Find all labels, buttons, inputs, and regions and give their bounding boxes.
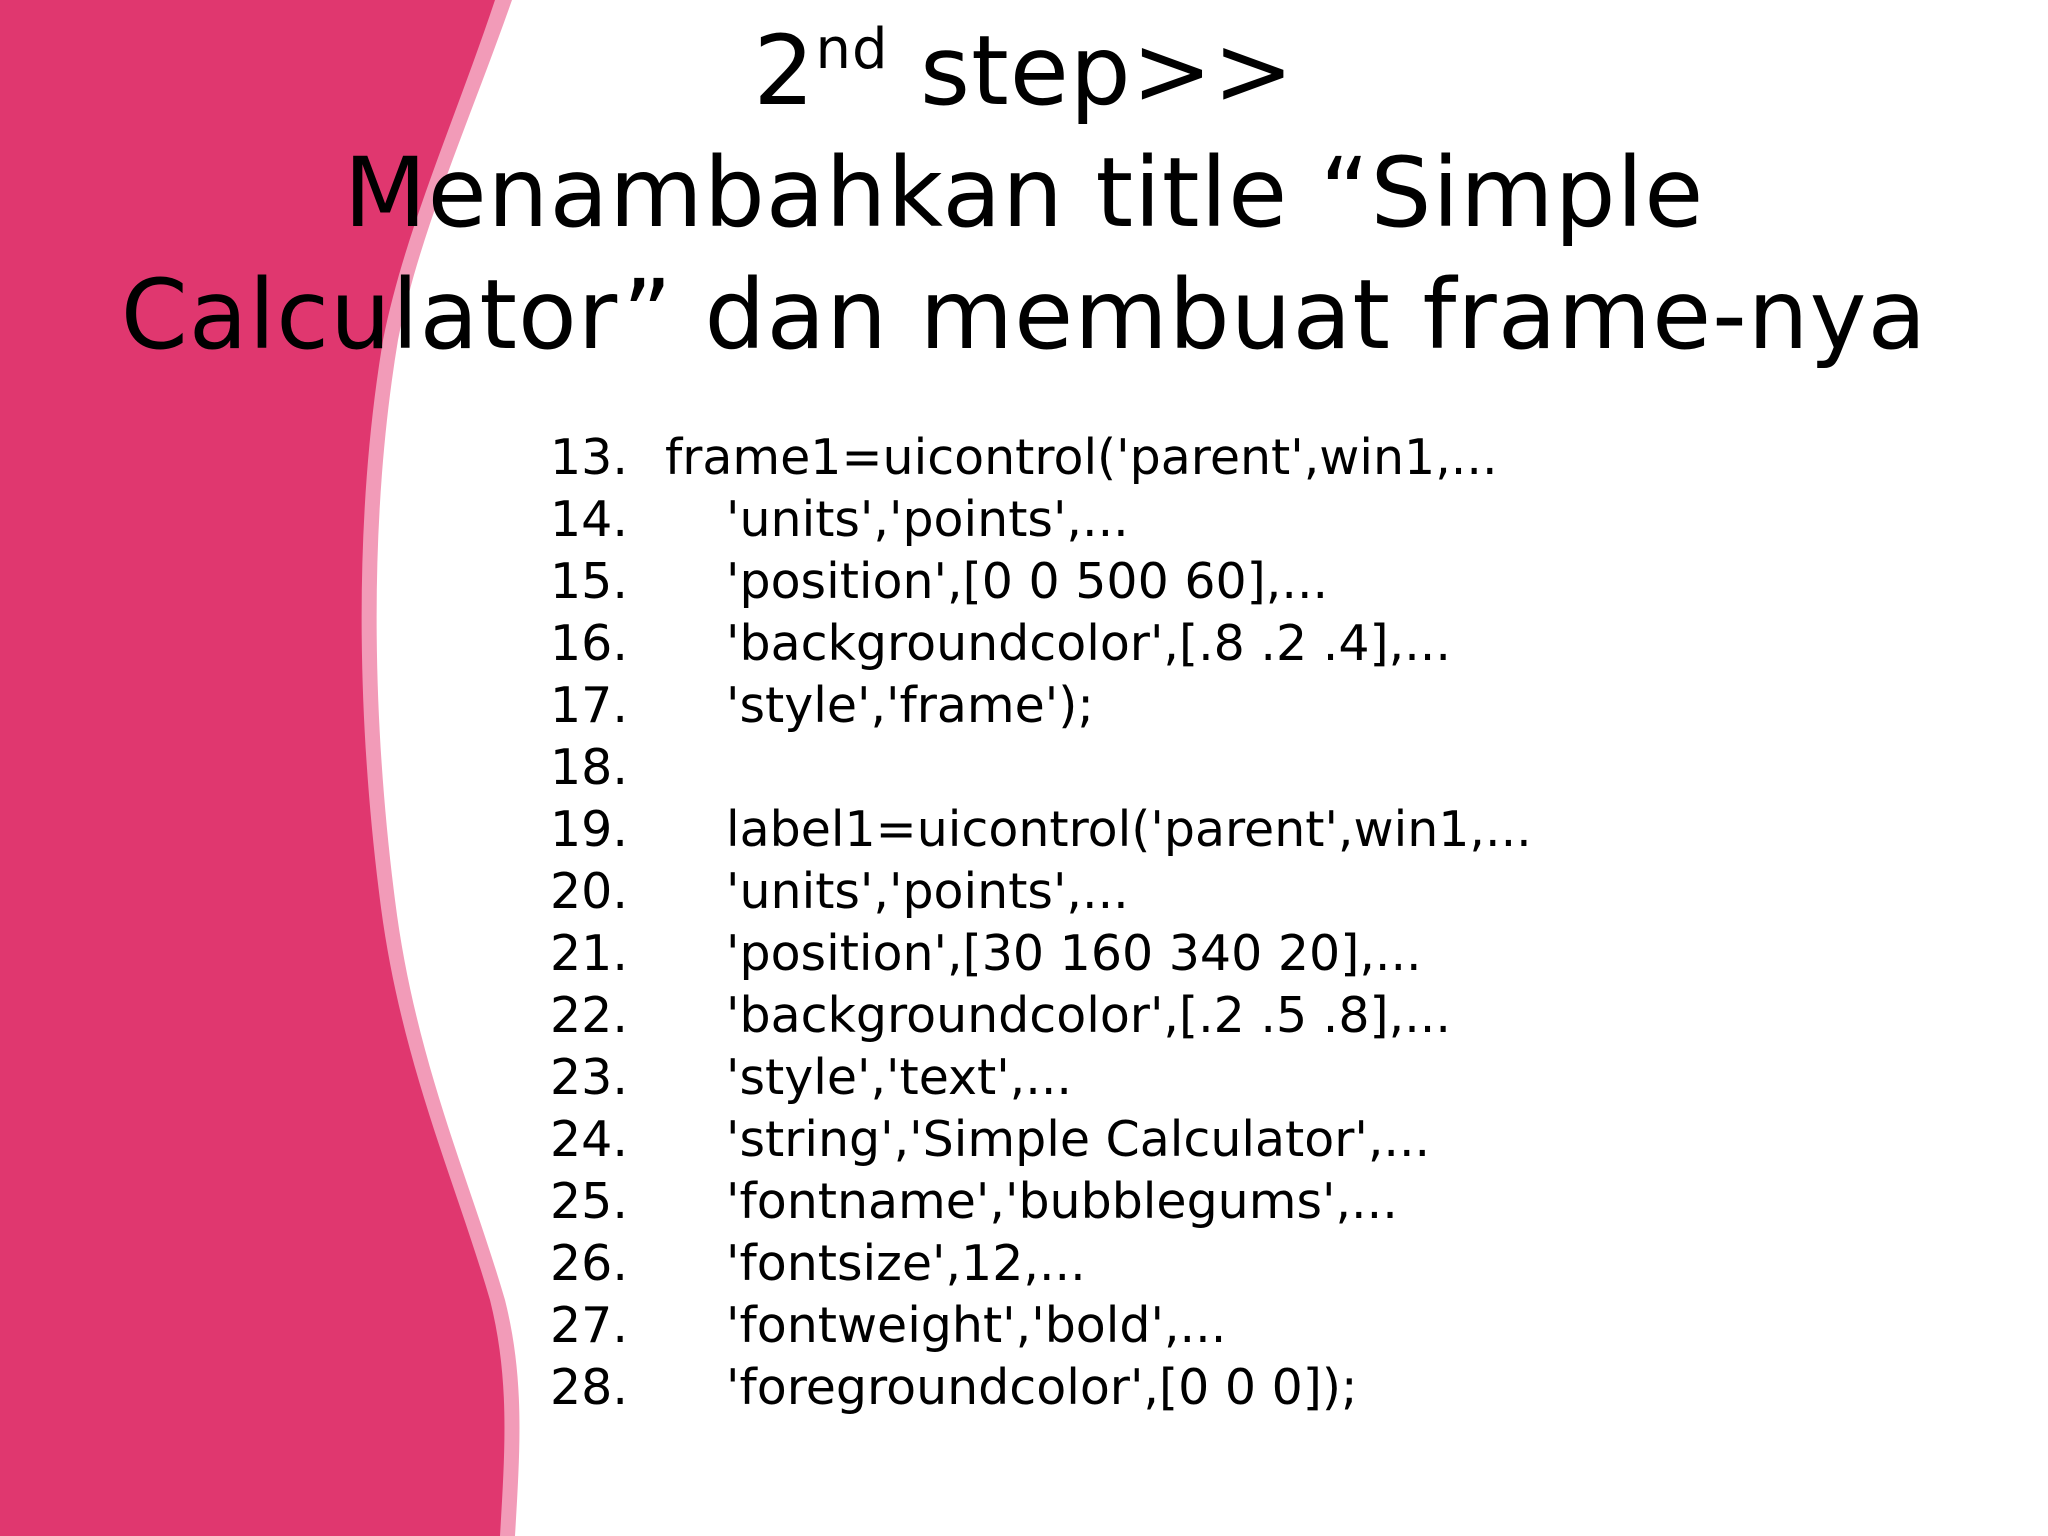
code-line: [550, 1047, 1950, 1109]
step-word: step>>: [920, 15, 1295, 127]
line-number: 18.: [550, 739, 628, 796]
line-number: 19.: [550, 801, 628, 858]
line-number: 27.: [550, 1297, 628, 1354]
slide-title: [0, 10, 2048, 376]
line-code: 'string','Simple Calculator',...: [726, 1111, 1431, 1168]
code-line: [550, 489, 1950, 551]
line-number: 16.: [550, 615, 628, 672]
code-line: [550, 799, 1950, 861]
line-code: frame1=uicontrol('parent',win1,...: [665, 429, 1498, 486]
code-line: [550, 985, 1950, 1047]
line-code: 'foregroundcolor',[0 0 0]);: [726, 1359, 1358, 1416]
code-line: [550, 613, 1950, 675]
line-code: 'fontsize',12,...: [726, 1235, 1086, 1292]
line-code: 'backgroundcolor',[.8 .2 .4],...: [726, 615, 1451, 672]
line-number: 17.: [550, 677, 628, 734]
line-code: 'position',[0 0 500 60],...: [726, 553, 1329, 610]
line-number: 25.: [550, 1173, 628, 1230]
line-number: 24.: [550, 1111, 628, 1168]
line-number: 14.: [550, 491, 628, 548]
code-line: [550, 737, 1950, 799]
line-code: 'fontname','bubblegums',...: [726, 1173, 1398, 1230]
code-line: [550, 1295, 1950, 1357]
line-number: 13.: [550, 429, 628, 486]
line-number: 23.: [550, 1049, 628, 1106]
step-number: 2: [753, 15, 816, 127]
code-line: [550, 861, 1950, 923]
line-code: 'fontweight','bold',...: [726, 1297, 1227, 1354]
line-code: 'position',[30 160 340 20],...: [726, 925, 1422, 982]
line-number: 20.: [550, 863, 628, 920]
line-number: 26.: [550, 1235, 628, 1292]
step-suffix: nd: [815, 17, 889, 82]
code-line: [550, 1171, 1950, 1233]
title-line-2: Menambahkan title “Simple: [343, 137, 1705, 249]
code-line: [550, 675, 1950, 737]
line-code: 'backgroundcolor',[.2 .5 .8],...: [726, 987, 1451, 1044]
line-code: 'units','points',...: [726, 863, 1129, 920]
title-step-line: [0, 10, 2048, 132]
line-code: label1=uicontrol('parent',win1,...: [726, 801, 1532, 858]
line-number: 28.: [550, 1359, 628, 1416]
code-line: [550, 923, 1950, 985]
code-line: [550, 1109, 1950, 1171]
code-line: [550, 1233, 1950, 1295]
title-line-3: Calculator” dan membuat frame-nya: [120, 259, 1928, 371]
code-line: [550, 551, 1950, 613]
line-code: 'units','points',...: [726, 491, 1129, 548]
line-number: 22.: [550, 987, 628, 1044]
line-number: 21.: [550, 925, 628, 982]
line-code: 'style','text',...: [726, 1049, 1072, 1106]
line-number: 15.: [550, 553, 628, 610]
code-line: [550, 1357, 1950, 1419]
code-line: [550, 427, 1950, 489]
code-listing: [550, 427, 1950, 1419]
line-code: 'style','frame');: [726, 677, 1094, 734]
